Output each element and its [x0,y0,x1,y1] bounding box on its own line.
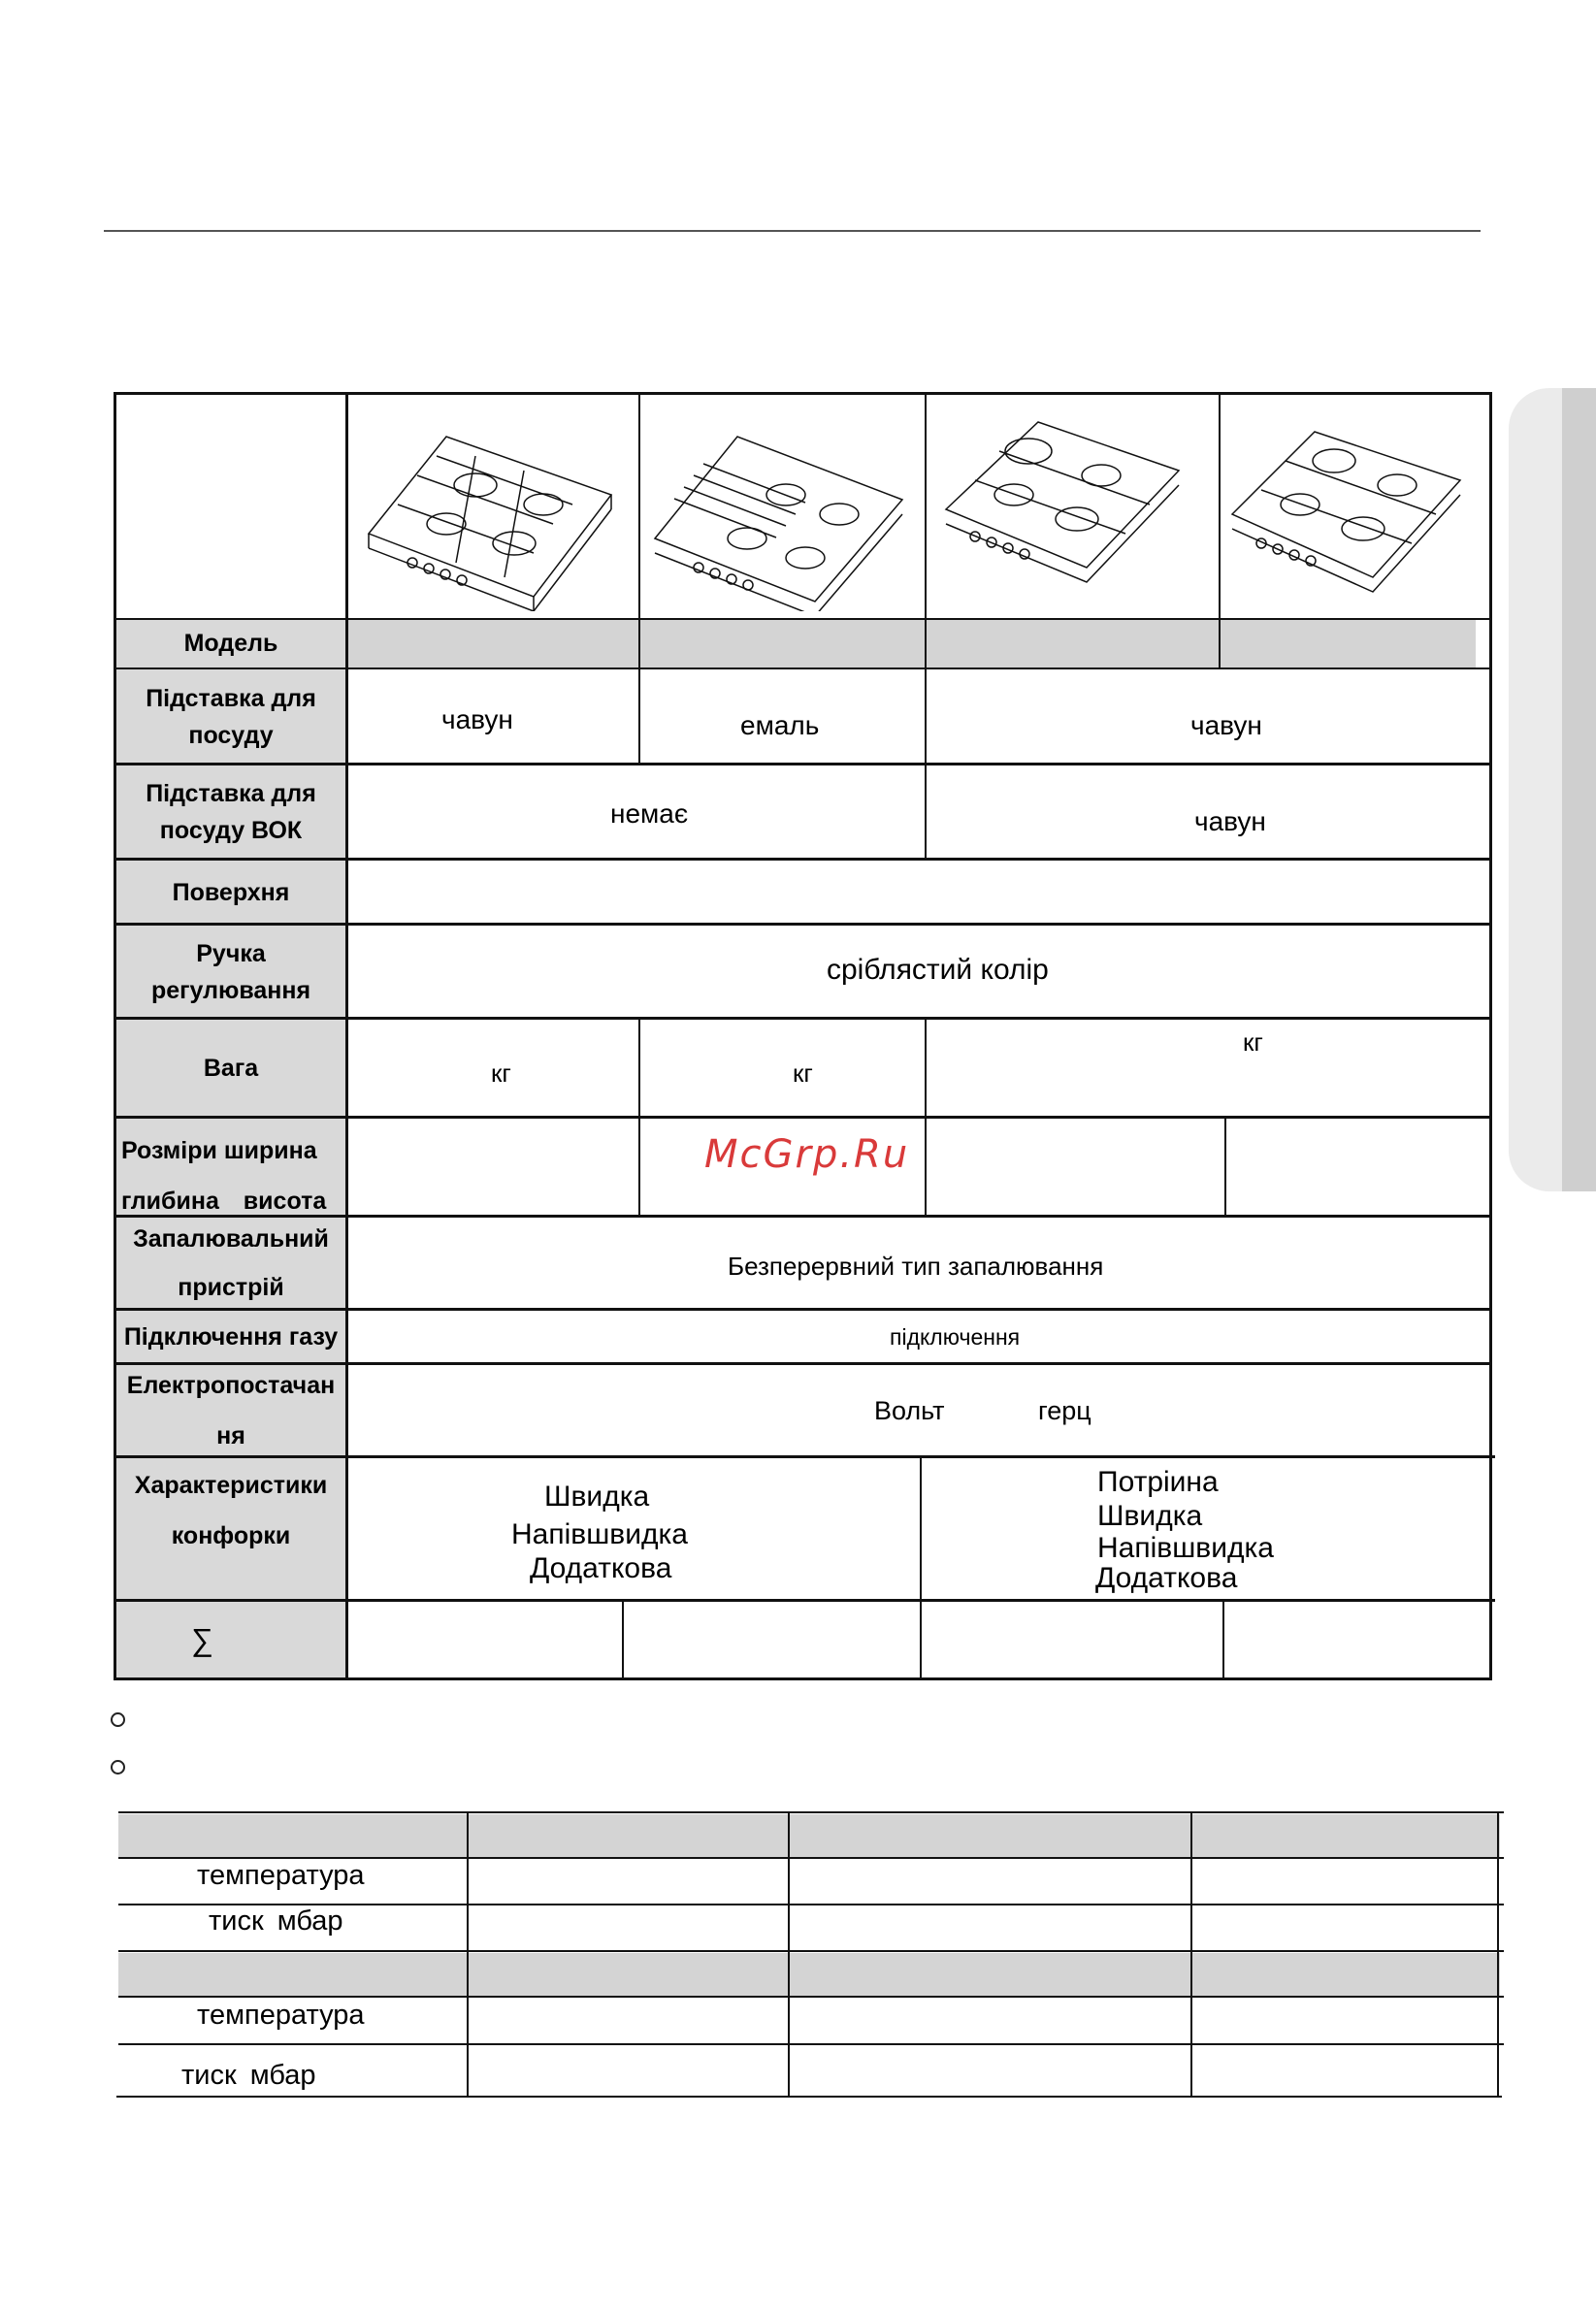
wok-stand-label: Підставка для посуду ВОК [115,765,346,859]
dimensions-label-line1: Розміри ширина [121,1137,317,1164]
weight-unit-1: кг [491,1058,511,1088]
surface-label: Поверхня [115,861,346,924]
grid-h [115,1599,1495,1602]
grid-v [920,1457,922,1680]
model-label: Модель [115,619,346,668]
dimensions-label-line2: глибина висота [121,1188,327,1215]
grid-h [114,1308,1492,1311]
grid-h [114,923,1492,926]
grid-h [114,1362,1492,1365]
pot-stand-value-1: чавун [441,704,513,734]
side-tab-edge [1562,388,1596,1191]
gas-grid-h [118,1996,1504,1998]
grid-v [622,1601,624,1680]
gas-header-row-2 [118,1953,1500,1996]
bullet-icon [111,1760,125,1775]
grid-v-right [1489,392,1492,1680]
gas-row-label-2: тиск мбар [209,1905,343,1937]
grid-h [114,1215,1492,1218]
power-label: Електропостачання [115,1365,346,1456]
knob-value: сріблястий колір [827,954,1049,986]
bullet-icon [111,1712,125,1727]
burner-right-2: Швидка [1097,1500,1203,1532]
gas-grid-v [1497,1811,1499,2098]
gas-label: Підключення газу [115,1311,346,1363]
wok-stand-value-1: немає [610,798,689,829]
hob-drawing-3 [922,412,1193,602]
grid-h [114,668,1492,669]
burner-right-4: Додаткова [1095,1562,1238,1594]
grid-v [638,1019,640,1217]
gas-row-label-1: температура [197,1860,365,1891]
gas-grid-h [118,1950,1504,1952]
knob-label: Ручка регулювання [115,926,346,1018]
gas-grid-h [118,2043,1504,2045]
grid-v [925,1019,927,1217]
ignition-label: Запалювальний пристрій [115,1218,346,1309]
burner-label: Характеристики конфорки [115,1458,346,1599]
grid-h-top [114,392,1492,395]
watermark: McGrp.Ru [704,1132,910,1177]
gas-row-label-4: тиск мбар [181,2060,316,2091]
gas-grid-v [788,1811,790,2098]
wok-stand-value-2: чавун [1194,806,1266,836]
weight-unit-3: кг [1243,1027,1263,1057]
hob-drawing-1 [359,417,621,611]
burner-right-1: Потріина [1097,1466,1219,1498]
grid-h [114,618,1492,620]
gas-value: підключення [890,1324,1021,1350]
pot-stand-value-2: емаль [740,710,820,740]
burner-right-3: Напівшвидка [1097,1532,1274,1564]
grid-v [638,392,640,765]
dimensions-label [115,1119,346,1216]
model-values-row [346,619,1476,668]
top-rule [104,230,1481,232]
sum-symbol: ∑ [115,1601,346,1678]
hob-drawing-4 [1218,417,1480,606]
power-hertz: герц [1038,1396,1091,1425]
grid-h-bottom [114,1677,1492,1680]
pot-stand-value-3: чавун [1190,710,1262,740]
grid-v [1224,1118,1226,1217]
weight-unit-2: кг [793,1058,813,1088]
power-volt: Вольт [874,1396,945,1425]
burner-left-2: Напівшвидка [511,1518,688,1550]
gas-grid-v [1190,1811,1192,2098]
hob-drawing-2 [640,417,912,611]
grid-h [114,1455,1495,1458]
burner-left-1: Швидка [544,1481,650,1513]
grid-h [114,1116,1492,1119]
grid-v [1219,392,1221,668]
weight-label: Вага [115,1020,346,1117]
ignition-value: Безперервний тип запалювання [728,1252,1104,1281]
burner-left-3: Додаткова [530,1552,672,1584]
grid-h [114,1017,1492,1020]
grid-v [1222,1601,1224,1680]
gas-grid-v [467,1811,469,2098]
grid-v [345,392,348,1680]
gas-row-label-3: температура [197,2000,365,2031]
grid-h [114,763,1492,765]
grid-v-left [114,392,116,1680]
grid-v [925,392,927,860]
gas-grid-h [116,2096,1502,2098]
pot-stand-label: Підставка для посуду [115,669,346,764]
gas-grid-h [118,1857,1504,1859]
gas-header-row-1 [118,1814,1500,1857]
gas-grid-h [118,1811,1504,1813]
grid-h [114,858,1492,861]
